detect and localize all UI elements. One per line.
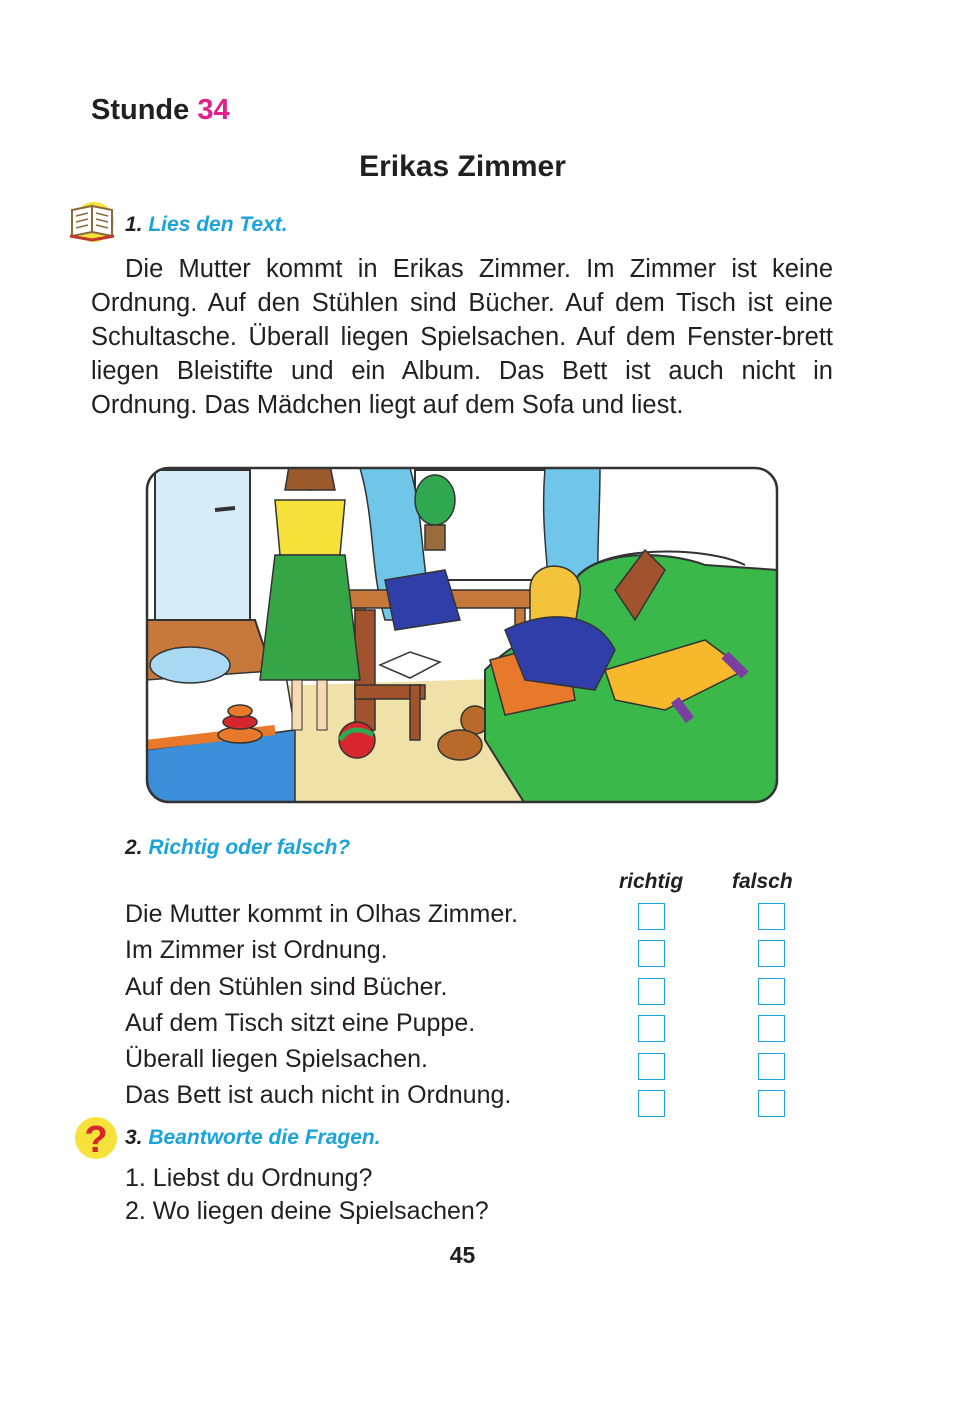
reading-text (91, 252, 833, 422)
statement-2: Im Zimmer ist Ordnung. (125, 936, 388, 965)
task1-instruction: Lies den Text. (148, 213, 288, 236)
falsch-checkbox-1[interactable] (758, 903, 785, 930)
statement-5: Überall liegen Spielsachen. (125, 1045, 428, 1074)
question-1: 1. Liebst du Ordnung? (125, 1164, 373, 1192)
falsch-checkbox-6[interactable] (758, 1090, 785, 1117)
lesson-number: 34 (197, 94, 230, 126)
statement-3: Auf den Stühlen sind Bücher. (125, 972, 448, 1001)
task2-heading (125, 836, 350, 860)
statement-list (125, 896, 518, 1114)
svg-text:?: ? (84, 1119, 108, 1161)
richtig-checkbox-5[interactable] (638, 1053, 665, 1080)
richtig-checkbox-2[interactable] (638, 940, 665, 967)
lesson-heading (91, 94, 230, 127)
richtig-checkbox-6[interactable] (638, 1090, 665, 1117)
column-header-richtig: richtig (619, 870, 684, 893)
lesson-word: Stunde (91, 94, 190, 126)
task2-number: 2. (125, 836, 143, 859)
falsch-checkbox-5[interactable] (758, 1053, 785, 1080)
statement-6: Das Bett ist auch nicht in Ordnung. (125, 1081, 512, 1110)
falsch-checkbox-2[interactable] (758, 940, 785, 967)
question-mark-icon (72, 1114, 120, 1162)
page-title: Erikas Zimmer (359, 150, 566, 183)
reading-paragraph: Die Mutter kommt in Erikas Zimmer. Im Zimmer ist keine Ordnung. Auf den Stühlen sind Bücher. Auf dem Tisch ist eine Schultasche. Überall liegen Spielsachen. Auf dem Fenster-brett liegen Bleistifte und ein Album. Das Bett ist auch nicht in Ordnung. Das Mädchen liegt auf dem Sofa und liest. (91, 255, 833, 419)
falsch-checkbox-4[interactable] (758, 1015, 785, 1042)
task1-heading (125, 213, 288, 237)
task3-heading (125, 1126, 381, 1150)
richtig-checkbox-4[interactable] (638, 1015, 665, 1042)
richtig-checkbox-3[interactable] (638, 978, 665, 1005)
task1-number: 1. (125, 213, 143, 236)
book-icon (66, 196, 120, 244)
richtig-checkbox-1[interactable] (638, 903, 665, 930)
room-illustration (145, 430, 779, 804)
statement-1: Die Mutter kommt in Olhas Zimmer. (125, 900, 519, 928)
question-list (125, 1162, 489, 1228)
statement-4: Auf dem Tisch sitzt eine Puppe. (125, 1008, 476, 1037)
falsch-checkbox-3[interactable] (758, 978, 785, 1005)
question-2: 2. Wo liegen deine Spielsachen? (125, 1197, 489, 1225)
task3-instruction: Beantworte die Fragen. (148, 1126, 381, 1149)
task3-number: 3. (125, 1126, 143, 1149)
page-number: 45 (449, 1242, 476, 1268)
task2-instruction: Richtig oder falsch? (148, 836, 351, 859)
column-header-falsch: falsch (732, 870, 793, 893)
